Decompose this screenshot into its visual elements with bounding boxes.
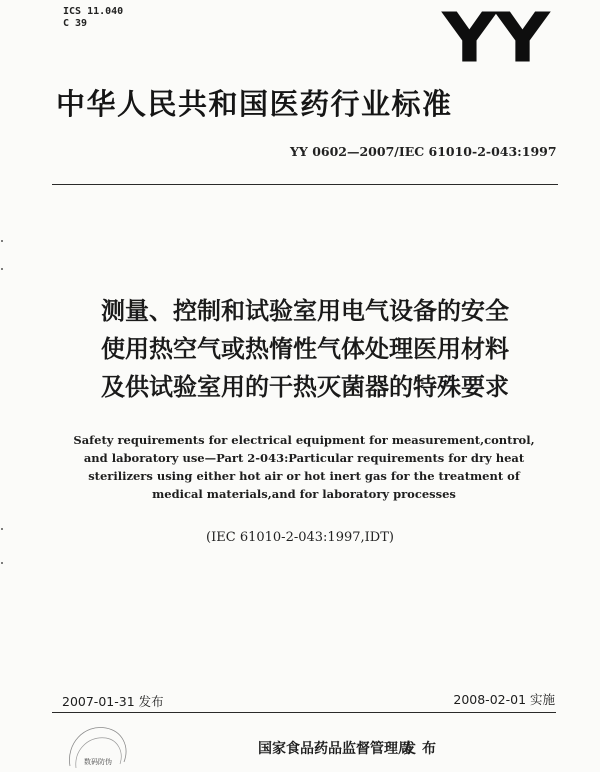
implementation-date: 2008-02-01 实施: [453, 692, 555, 707]
chinese-title-line: 使用热空气或热惰性气体处理医用材料: [101, 335, 509, 363]
bottom-divider: [52, 712, 556, 713]
english-title-line: Safety requirements for electrical equipment for measurement,control,: [73, 433, 535, 447]
scan-artifact: [1, 268, 3, 270]
english-title: [70, 431, 538, 503]
equivalence-note: (IEC 61010-2-043:1997,IDT): [206, 530, 394, 545]
issuing-authority: 国家食品药品监督管理局: [258, 741, 412, 757]
ccs-code: C 39: [63, 18, 88, 29]
ics-code: ICS 11.040: [63, 6, 124, 17]
stamp-label: 数码防伪: [84, 758, 112, 766]
scan-artifact: [1, 240, 3, 242]
english-title-line: medical materials,and for laboratory processes: [152, 487, 456, 501]
top-divider: [52, 184, 558, 185]
scan-artifact: [1, 562, 3, 564]
standard-number: YY 0602—2007/IEC 61010-2-043:1997: [290, 144, 557, 159]
english-title-line: sterilizers using either hot air or hot inert gas for the treatment of: [88, 469, 520, 483]
standard-category-title: 中华人民共和国医药行业标准: [56, 87, 453, 121]
chinese-title: [50, 292, 560, 406]
english-title-line: and laboratory use—Part 2-043:Particular requirements for dry heat: [83, 451, 525, 465]
yy-logo: YY: [441, 0, 548, 78]
classification-codes: [63, 6, 123, 30]
scan-artifact: [1, 528, 3, 530]
publish-label: 发布: [402, 741, 442, 757]
chinese-title-line: 及供试验室用的干热灭菌器的特殊要求: [101, 373, 509, 401]
anti-counterfeit-stamp: [62, 714, 134, 772]
chinese-title-line: 测量、控制和试验室用电气设备的安全: [101, 297, 509, 325]
issue-date: 2007-01-31 发布: [62, 694, 164, 709]
